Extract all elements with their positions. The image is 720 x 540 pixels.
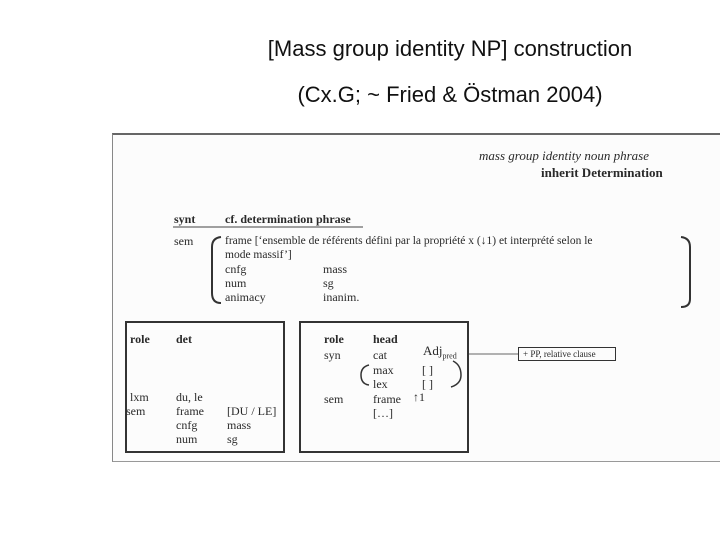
construction-figure [112, 133, 720, 462]
pp-note: + PP, relative clause [523, 349, 596, 359]
feature-value-num: sg [323, 276, 334, 290]
det-cnfg-key: cnfg [176, 418, 198, 432]
slide-subtitle: (Cx.G; ~ Fried & Östman 2004) [297, 82, 603, 107]
head-role-value: head [373, 332, 398, 346]
det-num-key: num [176, 432, 198, 446]
det-frame-value: [DU / LE] [227, 404, 277, 418]
feature-key-cnfg: cnfg [225, 262, 247, 276]
sem-left-bracket [212, 237, 221, 303]
lxm-value: du, le [176, 390, 203, 404]
sem-right-bracket [681, 237, 690, 307]
det-role-value: det [176, 332, 192, 346]
head-frame-value: ↑1 [413, 390, 425, 404]
det-num-value: sg [227, 432, 238, 446]
cat-key: cat [373, 348, 387, 362]
head-role-label: role [324, 332, 344, 346]
feature-key-num: num [225, 276, 247, 290]
head-sem-label: sem [324, 392, 344, 406]
maxlex-left-bracket [361, 365, 369, 385]
feature-value-animacy: inanim. [323, 290, 360, 304]
sem-label: sem [174, 234, 194, 248]
slide-title: [Mass group identity NP] construction [267, 36, 633, 61]
construction-name: mass group identity noun phrase [479, 148, 649, 163]
lex-key: lex [373, 377, 388, 391]
head-ellipsis: […] [373, 406, 393, 420]
det-cnfg-value: mass [227, 418, 251, 432]
lex-value: [ ] [422, 377, 433, 391]
feature-key-animacy: animacy [225, 290, 266, 304]
max-value: [ ] [422, 363, 433, 377]
frame-line-1: frame [‘ensemble de référents défini par la propriété x (↓1) et interprété selon le [225, 235, 593, 247]
synt-value: cf. determination phrase [225, 212, 351, 226]
feature-value-cnfg: mass [323, 262, 347, 276]
bracket-lines [113, 135, 720, 464]
det-sem-label: sem [126, 404, 146, 418]
inherit-label: inherit Determination [541, 165, 663, 180]
maxlex-right-bracket [451, 361, 461, 387]
cat-value: Adj$_{pred}$ [423, 343, 457, 361]
synt-label: synt [174, 212, 196, 226]
head-syn-label: syn [324, 348, 341, 362]
lxm-label: lxm [130, 390, 149, 404]
max-key: max [373, 363, 394, 377]
head-frame-key: frame [373, 392, 401, 406]
frame-line-2: mode massif’] [225, 249, 292, 261]
det-role-label: role [130, 332, 150, 346]
det-frame-key: frame [176, 404, 204, 418]
